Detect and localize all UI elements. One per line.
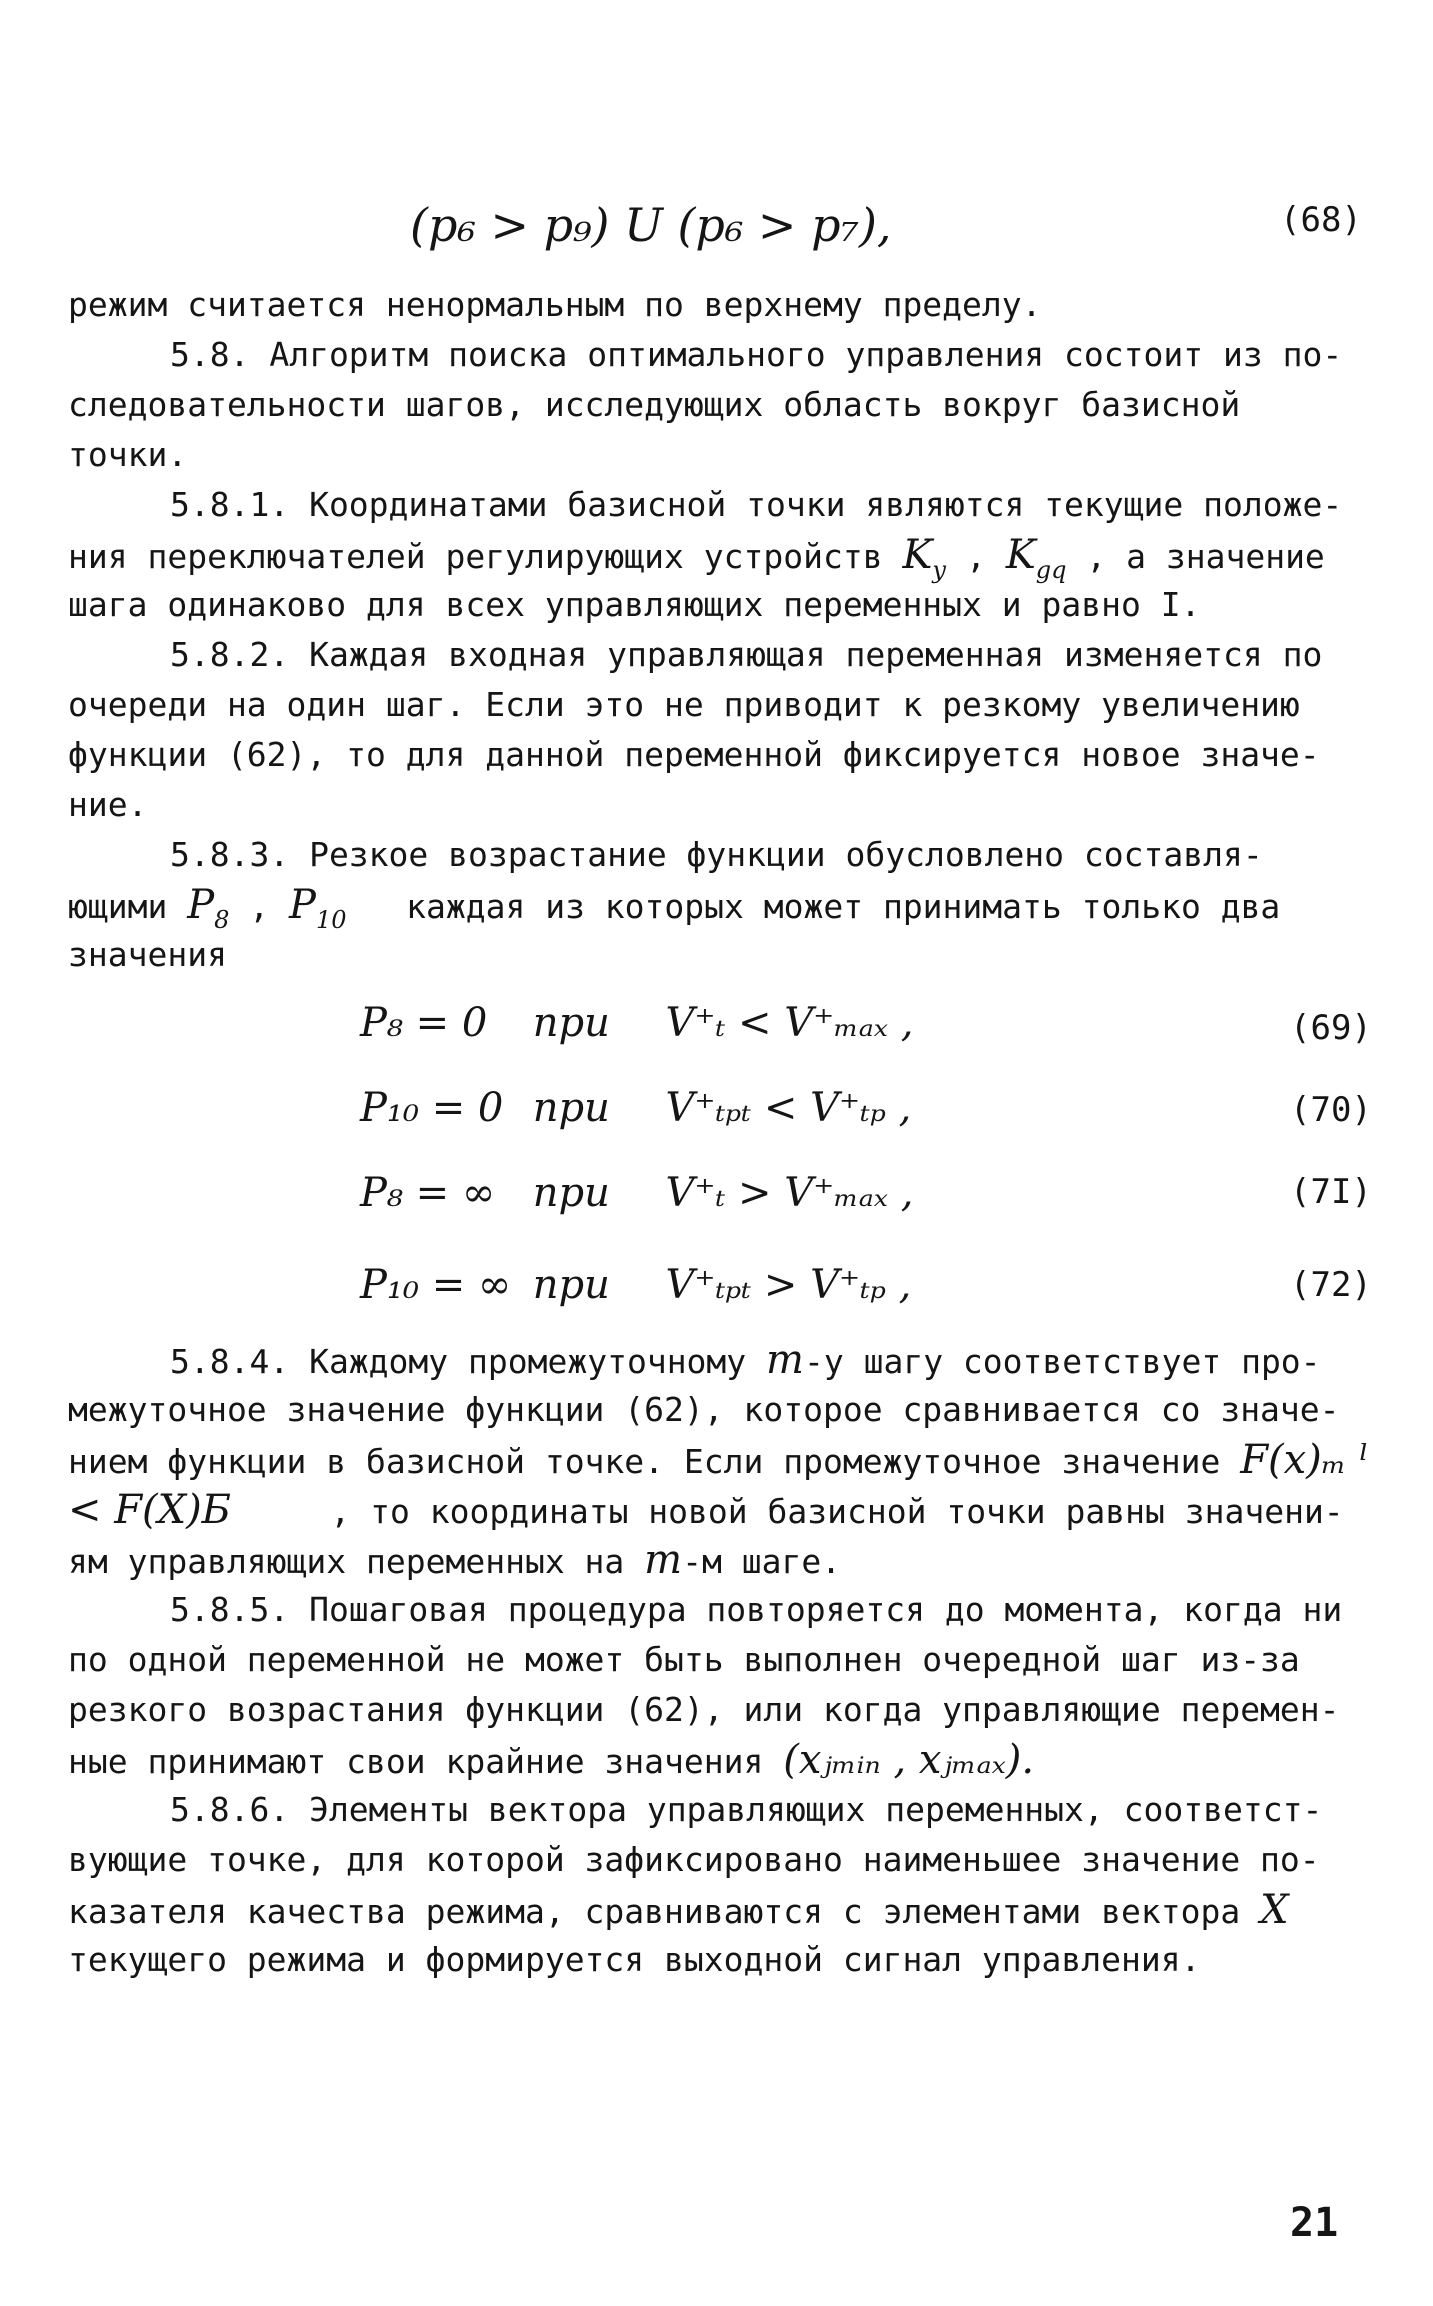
equation-69-lhs: P₈ = 0 bbox=[360, 1000, 488, 1046]
paragraph-5-8-2-line-1: 5.8.2. Каждая входная управляющая переменная изменяется по bbox=[170, 635, 1323, 674]
paragraph-5-8-3-line-2 bbox=[68, 880, 1398, 934]
formula-68-number: (68) bbox=[1280, 200, 1362, 240]
equation-71 bbox=[360, 1170, 920, 1250]
equation-69 bbox=[360, 1000, 920, 1080]
paragraph-5-8-1-line-3: шага одинаково для всех управляющих переменных и равно I. bbox=[68, 585, 1201, 624]
paragraph-5-8-4-text-a: 5.8.4. Каждому промежуточному bbox=[170, 1342, 747, 1381]
paragraph-5-8-line-2: следовательности шагов, исследующих область вокруг базисной bbox=[68, 385, 1241, 424]
paragraph-5-8-1-text-a: ния переключателей регулирующих устройств bbox=[68, 537, 883, 576]
formula-68: (p₆ > p₉) U (p₆ > p₇), bbox=[410, 198, 892, 252]
symbol-p10: $P_{10}$ bbox=[289, 882, 347, 934]
paragraph-5-8-5-line-2: по одной переменной не может быть выполнен очередной шаг из-за bbox=[68, 1640, 1300, 1679]
paragraph-5-8-1-line-2 bbox=[68, 530, 1398, 584]
equation-71-rhs: V⁺ₜ > V⁺ₘₐₓ , bbox=[665, 1170, 914, 1216]
paragraph-intro-tail: режим считается ненормальным по верхнему пределу. bbox=[68, 285, 1042, 324]
equation-71-number: (7I) bbox=[1290, 1172, 1372, 1212]
equation-70-number: (70) bbox=[1290, 1090, 1372, 1130]
paragraph-5-8-line-3: точки. bbox=[68, 435, 188, 474]
equation-72-lhs: P₁₀ = ∞ bbox=[360, 1262, 512, 1308]
paragraph-5-8-5-line-1: 5.8.5. Пошаговая процедура повторяется до момента, когда ни bbox=[170, 1590, 1343, 1629]
paragraph-5-8-2-line-4: ние. bbox=[68, 785, 148, 824]
equation-72-rhs: V⁺ₜₚₜ > V⁺ₜₚ , bbox=[665, 1262, 912, 1308]
paragraph-5-8-6-text-a: казателя качества режима, сравниваются с элементами вектора bbox=[68, 1892, 1241, 1931]
paragraph-5-8-4-text-c: нием функции в базисной точке. Если промежуточное значение bbox=[68, 1442, 1221, 1481]
equation-70-word: при bbox=[532, 1085, 610, 1131]
equation-72 bbox=[360, 1262, 920, 1342]
symbol-x-range: (xⱼₘᵢₙ , xⱼₘₐₓ). bbox=[783, 1737, 1035, 1783]
paragraph-5-8-6-line-4: текущего режима и формируется выходной сигнал управления. bbox=[68, 1940, 1201, 1979]
paragraph-5-8-1-line-1: 5.8.1. Координатами базисной точки являются текущие положе- bbox=[170, 485, 1343, 524]
paragraph-5-8-4-text-d: , то координаты новой базисной точки равны значени- bbox=[330, 1492, 1344, 1531]
paragraph-5-8-5-line-4 bbox=[68, 1735, 1398, 1785]
equation-72-word: при bbox=[532, 1262, 610, 1308]
paragraph-5-8-6-line-2: вующие точке, для которой зафиксировано наименьшее значение по- bbox=[68, 1840, 1320, 1879]
equation-71-lhs: P₈ = ∞ bbox=[360, 1170, 496, 1216]
paragraph-5-8-4-text-f: -м шаге. bbox=[682, 1542, 842, 1581]
paragraph-5-8-5-text-a: ные принимают свои крайние значения bbox=[68, 1742, 764, 1781]
symbol-separator-2: , bbox=[249, 887, 270, 926]
symbol-f-x-m: F(x)ₘ ˡ bbox=[1240, 1437, 1369, 1483]
symbol-p8: $P_8$ bbox=[187, 882, 230, 934]
paragraph-5-8-3-line-3: значения bbox=[68, 935, 227, 974]
symbol-f-x-b: < F(X)Б bbox=[68, 1487, 232, 1533]
paragraph-5-8-6-line-3 bbox=[68, 1885, 1398, 1935]
equation-72-number: (72) bbox=[1290, 1265, 1372, 1305]
paragraph-5-8-1-text-b: , а значение bbox=[1086, 537, 1325, 576]
symbol-separator: , bbox=[966, 537, 987, 576]
paragraph-5-8-3-text-a: ющими bbox=[68, 887, 168, 926]
symbol-k-y: $K_у$ bbox=[902, 532, 947, 584]
equation-69-rhs: V⁺ₜ < V⁺ₘₐₓ , bbox=[665, 1000, 914, 1046]
paragraph-5-8-5-line-3: резкого возрастания функции (62), или когда управляющие перемен- bbox=[68, 1690, 1340, 1729]
paragraph-5-8-3-line-1: 5.8.3. Резкое возрастание функции обусловлено составля- bbox=[170, 835, 1263, 874]
page-number: 21 bbox=[1290, 2200, 1339, 2246]
paragraph-5-8-2-line-3: функции (62), то для данной переменной фиксируется новое значе- bbox=[68, 735, 1320, 774]
symbol-m-2: m bbox=[644, 1537, 683, 1583]
symbol-m: m bbox=[766, 1337, 804, 1383]
paragraph-5-8-4-line-2: межуточное значение функции (62), которое сравнивается со значе- bbox=[68, 1390, 1340, 1429]
paragraph-5-8-line-1: 5.8. Алгоритм поиска оптимального управления состоит из по- bbox=[170, 335, 1343, 374]
paragraph-5-8-4-line-4 bbox=[68, 1485, 1398, 1535]
paragraph-5-8-4-text-e: ям управляющих переменных на bbox=[68, 1542, 625, 1581]
equation-71-word: при bbox=[532, 1170, 610, 1216]
equation-69-number: (69) bbox=[1290, 1008, 1372, 1048]
equation-70 bbox=[360, 1085, 920, 1165]
paragraph-5-8-4-line-1 bbox=[68, 1335, 1398, 1385]
paragraph-5-8-4-text-b: -у шагу соответствует про- bbox=[803, 1342, 1321, 1381]
paragraph-5-8-6-line-1: 5.8.6. Элементы вектора управляющих переменных, соответст- bbox=[170, 1790, 1323, 1829]
equation-69-word: при bbox=[532, 1000, 610, 1046]
paragraph-5-8-4-line-3 bbox=[68, 1435, 1398, 1485]
paragraph-5-8-4-line-5 bbox=[68, 1535, 1398, 1585]
text-block-top bbox=[68, 280, 1398, 980]
symbol-x-vector: X bbox=[1260, 1887, 1289, 1933]
equation-70-lhs: P₁₀ = 0 bbox=[360, 1085, 504, 1131]
paragraph-5-8-3-text-b: каждая из которых может принимать только два bbox=[406, 887, 1281, 926]
equation-70-rhs: V⁺ₜₚₜ < V⁺ₜₚ , bbox=[665, 1085, 912, 1131]
symbol-k-gq: $K_{gq}$ bbox=[1005, 532, 1067, 584]
text-block-bottom bbox=[68, 1335, 1398, 1985]
paragraph-5-8-2-line-2: очереди на один шаг. Если это не приводит к резкому увеличению bbox=[68, 685, 1300, 724]
